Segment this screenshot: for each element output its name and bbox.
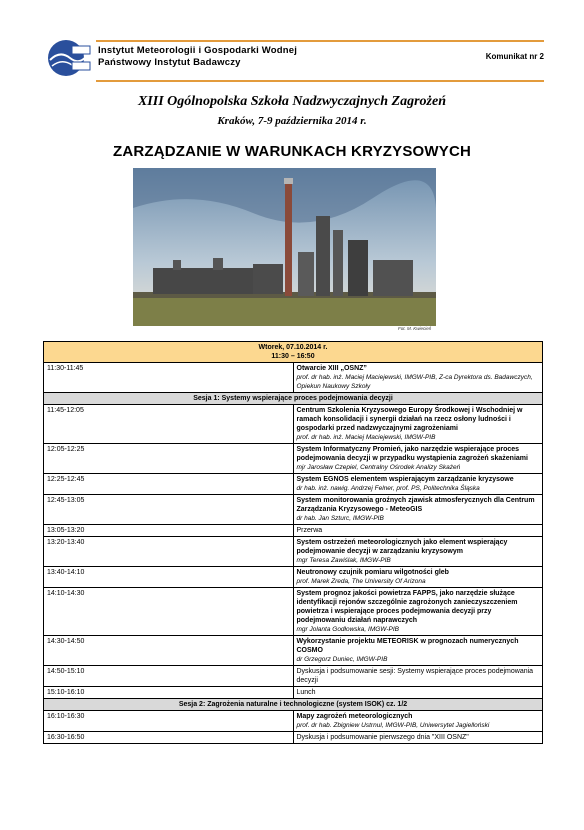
talk-cell	[293, 666, 543, 687]
day-header-row	[44, 342, 543, 363]
talk-title: Lunch	[296, 689, 316, 696]
institute-line1: Instytut Meteorologii i Gospodarki Wodnej	[98, 45, 298, 56]
institute-name	[98, 45, 297, 69]
table-row	[44, 732, 543, 744]
table-row	[44, 474, 543, 495]
talk-speaker: mjr Jarosław Czepiel, Centralny Ośrodek Analizy Skażeń	[296, 464, 461, 471]
talk-cell	[293, 732, 543, 744]
time-cell: 16:10-16:30	[44, 711, 294, 732]
talk-title: System monitorowania groźnych zjawisk atmosferycznych dla Centrum Zarządzania Kryzysowego - MeteoGIS	[296, 497, 535, 513]
time-cell: 16:30-16:50	[44, 732, 294, 744]
talk-cell	[293, 525, 543, 537]
table-row	[44, 363, 543, 393]
talk-title: Centrum Szkolenia Kryzysowego Europy Środkowej i Wschodniej w ramach konsolidacji i synergii działań na rzecz osłony ludności i gospodarki przed nadzwyczajnymi zagrożeniami	[296, 407, 523, 432]
talk-cell	[293, 567, 543, 588]
time-cell: 14:10-14:30	[44, 588, 294, 636]
talk-speaker: prof. Marek Zreda, The University Of Arizona	[296, 578, 426, 585]
table-row	[44, 636, 543, 666]
time-cell: 14:50-15:10	[44, 666, 294, 687]
header-rule-bottom	[96, 80, 544, 82]
talk-cell	[293, 495, 543, 525]
time-cell: 14:30-14:50	[44, 636, 294, 666]
talk-title: System EGNOS elementem wspierającym zarządzanie kryzysowe	[296, 476, 514, 483]
day-date: Wtorek, 07.10.2014 r.	[258, 344, 328, 351]
talk-speaker: mgr Jolanta Godłowska, IMGW-PIB	[296, 626, 399, 633]
header-rule-top	[96, 40, 544, 42]
table-row	[44, 537, 543, 567]
talk-speaker: dr Grzegorz Duniec, IMGW-PIB	[296, 656, 388, 663]
talk-speaker: prof. dr hab. inż. Maciej Maciejewski, IMGW-PIB, Z-ca Dyrektora ds. Badawczych, Opiekun Naukowy Szkoły	[296, 374, 533, 390]
table-row	[44, 405, 543, 444]
time-cell: 12:45-13:05	[44, 495, 294, 525]
photo-credit: Fot. M. Kwiecień	[398, 326, 432, 331]
talk-cell	[293, 687, 543, 699]
time-cell: 13:05-13:20	[44, 525, 294, 537]
imgw-logo-icon	[46, 38, 92, 78]
time-cell: 15:10-16:10	[44, 687, 294, 699]
day-header	[44, 342, 543, 363]
table-row	[44, 711, 543, 732]
talk-title: Mapy zagrożeń meteorologicznych	[296, 713, 413, 720]
table-row	[44, 444, 543, 474]
program-table	[43, 341, 543, 744]
institute-line2: Państwowy Instytut Badawczy	[98, 57, 241, 68]
talk-cell	[293, 405, 543, 444]
talk-title: Otwarcie XIII „OSNZ”	[296, 365, 367, 372]
school-title: XIII Ogólnopolska Szkoła Nadzwyczajnych Zagrożeń	[137, 94, 447, 109]
talk-speaker: dr hab. Jan Szturc, IMGW-PIB	[296, 515, 384, 522]
talk-cell	[293, 537, 543, 567]
table-row	[44, 588, 543, 636]
talk-title: Dyskusja i podsumowanie pierwszego dnia "XIII OSNZ"	[296, 734, 469, 741]
time-cell: 12:05-12:25	[44, 444, 294, 474]
talk-title: System ostrzeżeń meteorologicznych jako element wspierający podejmowanie decyzji w zarządzaniu kryzysowym	[296, 539, 508, 555]
talk-cell	[293, 363, 543, 393]
time-cell: 13:20-13:40	[44, 537, 294, 567]
talk-speaker: prof. dr hab. Zbigniew Ustrnul, IMGW-PIB, Uniwersytet Jagielloński	[296, 722, 490, 729]
talk-title: Wykorzystanie projektu METEORISK w prognozach numerycznych COSMO	[296, 638, 519, 654]
session-2-header: Sesja 2: Zagrożenia naturalne i technologiczne (system ISOK) cz. 1/2	[44, 699, 543, 711]
table-row	[44, 525, 543, 537]
talk-speaker: dr hab. inż. nawig. Andrzej Felner, prof. PS, Politechnika Śląska	[296, 485, 480, 492]
talk-speaker: prof. dr hab. inż. Maciej Maciejewski, IMGW-PIB	[296, 434, 436, 441]
talk-title: System Informatyczny Promień, jako narzędzie wspierające proces podejmowania decyzji w przypadku wystąpienia zagrożeń skażeniami	[296, 446, 528, 462]
time-cell: 11:45-12:05	[44, 405, 294, 444]
talk-cell	[293, 588, 543, 636]
time-cell: 11:30-11:45	[44, 363, 294, 393]
time-cell: 13:40-14:10	[44, 567, 294, 588]
day-time: 11:30 – 16:50	[271, 353, 315, 360]
talk-cell	[293, 444, 543, 474]
table-row	[44, 666, 543, 687]
table-row	[44, 567, 543, 588]
talk-speaker: mgr Teresa Zawiślak, IMGW-PIB	[296, 557, 391, 564]
talk-cell	[293, 474, 543, 495]
talk-cell	[293, 636, 543, 666]
communique-number: Komunikat nr 2	[485, 52, 544, 61]
session-header-row	[44, 393, 543, 405]
session-header-row	[44, 699, 543, 711]
session-1-header: Sesja 1: Systemy wspierające proces podejmowania decyzji	[44, 393, 543, 405]
refinery-photo	[133, 168, 436, 326]
table-row	[44, 495, 543, 525]
talk-cell	[293, 711, 543, 732]
talk-title: Dyskusja i podsumowanie sesji: Systemy wspierające proces podejmowania decyzji	[296, 668, 534, 684]
time-cell: 12:25-12:45	[44, 474, 294, 495]
place-date: Kraków, 7-9 października 2014 r.	[217, 115, 367, 127]
theme-heading: ZARZĄDZANIE W WARUNKACH KRYZYSOWYCH	[112, 143, 472, 160]
talk-title: Neutronowy czujnik pomiaru wilgotności gleb	[296, 569, 449, 576]
talk-title: Przerwa	[296, 527, 323, 534]
talk-title: System prognoz jakości powietrza FAPPS, jako narzędzie służące identyfikacji rejonów szczególnie zagrożonych zanieczyszczeniem powietrza i wspierające proces podejmowania decyzji przy podejmowaniu działań naprawczych	[296, 590, 518, 624]
table-row	[44, 687, 543, 699]
